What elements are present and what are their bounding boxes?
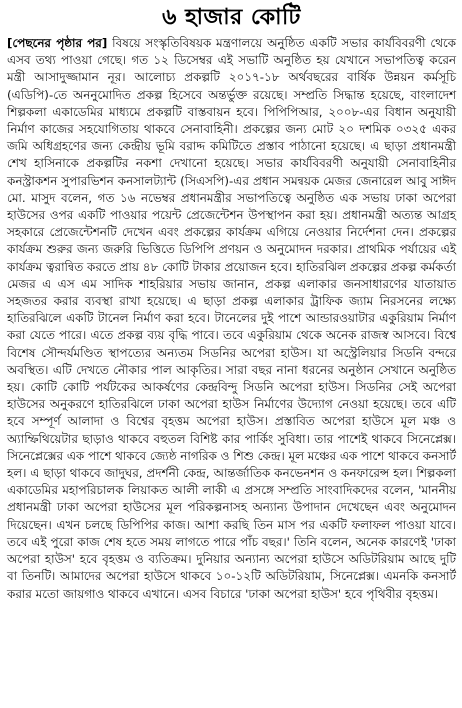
headline: ৬ হাজার কোটি <box>162 5 301 30</box>
continuation-label: [পেছনের পৃষ্ঠার পর] <box>7 36 108 50</box>
article-text: বিষয়ে সংস্কৃতিবিষয়ক মন্ত্রণালয়ে অনুষ্ঠিত একটি সভার কার্যবিবরণী থেকে এসব তথ্য পাওয়া গেছে। গত ১২ ডিসেম্বর এই সভাটি অনুষ্ঠিত হয় যেখানে সভাপতিত্ব করেন মন্ত্রী আসাদুজ্জামান নূর। আলোচ্য প্রকল্পটি ২০১৭-১৮ অর্থবছরের বার্ষিক উন্নয়ন কর্মসূচি (এডিপি)-তে অননুমোদিত প্রকল্প হিসেবে অন্তর্ভুক্ত রয়েছে। সম্প্রতি সিদ্ধান্ত হয়েছে, বাংলাদেশ শিল্পকলা একাডেমির মাধ্যমে প্রকল্পটি বাস্তবায়ন হবে। পিপিপিআর, ২০০৮-এর বিধান অনুযায়ী নির্মাণ কাজের সহযোগিতায় থাকবে সেনাবাহিনী। প্রকল্পের জন্য মোট ২০ দশমিক ০৩২৫ একর জমি অধিগ্রহণের জন্য কেন্দ্রীয় ভূমি বরাদ্দ কমিটিতে প্রস্তাব পাঠানো হয়েছে। এ ছাড়া প্রধানমন্ত্রী শেখ হাসিনাকে প্রকল্পটির নকশা দেখানো হয়েছে। সভার কার্যবিবরণী অনুযায়ী সেনাবাহিনীর কনস্ট্রাকশন সুপারভিশন কনসালট্যান্ট (সিএসপি)-এর প্রধান সমন্বয়ক মেজর জেনারেল আবু সাঈদ মো. মাসুদ বলেন, গত ১৬ নভেম্বর প্রধানমন্ত্রীর সভাপতিত্বে অনুষ্ঠিত এক সভায় ঢাকা অপেরা হাউসের ওপর একটি পাওয়ার পয়েন্ট প্রেজেন্টেশন উপস্থাপন করা হয়। প্রধানমন্ত্রী অত্যন্ত আগ্রহ সহকারে প্রেজেন্টেশনটি দেখেন এবং প্রকল্পের কার্যক্রম এগিয়ে নেওয়ার নির্দেশনা দেন। প্রকল্পের কার্যক্রম শুরুর জন্য জরুরি ভিত্তিতে ডিপিপি প্রণয়ন ও অনুমোদন দরকার। প্রাথমিক পর্যায়ের এই কার্যক্রম ত্বরান্বিত করতে প্রায় ৪৮ কোটি টাকার প্রয়োজন হবে। হাতিরঝিল প্রকল্পের প্রকল্প কর্মকর্তা মেজর এ এস এম সাদিক শাহরিয়ার সভায় জানান, প্রকল্প এলাকার জনসাধারণের যাতায়াত সহজতর করার ব্যবস্থা রাখা হয়েছে। এ ছাড়া প্রকল্প এলাকার ট্রাফিক জ্যাম নিরসনের লক্ষ্যে হাতিরঝিলে একটি টানেল নির্মাণ করা হবে। টানেলের দুই পাশে আন্ডারওয়াটার একুরিয়াম নির্মাণ করা যেতে পারে। এতে প্রকল্প ব্যয় বৃদ্ধি পাবে। তবে একুরিয়াম থেকে অনেক রাজস্ব আসবে। বিশ্বে বিশেষ সৌন্দর্যমণ্ডিত স্থাপত্যের অন্যতম সিডনির অপেরা হাউস। যা অস্ট্রেলিয়ার সিডনি বন্দরে অবস্থিত। এটি দেখতে নৌকার পাল আকৃতির। সারা বছর নানা ধরনের অনুষ্ঠান সেখানে অনুষ্ঠিত হয়। কোটি কোটি পর্যটকের আকর্ষণের কেন্দ্রবিন্দু সিডনি অপেরা হাউস। সিডনির সেই অপেরা হাউসের অনুকরণে হাতিরঝিলে ঢাকা অপেরা হাউস নির্মাণের উদ্যোগ নেওয়া হয়েছে। তবে এটি হবে সম্পূর্ণ আলাদা ও বিশ্বের বৃহত্তম অপেরা হাউস। প্রস্তাবিত অপেরা হাউসে মূল মঞ্চ ও অ্যাম্ফিথিয়েটার ছাড়াও থাকবে বহুতল বিশিষ্ট কার পার্কিং সুবিধা। তার পাশেই থাকবে সিনেপ্লেক্স। সিনেপ্লেক্সের এক পাশে থাকবে জ্যেষ্ঠ নাগরিক ও শিশু কেন্দ্র। মূল মঞ্চের এক পাশে থাকবে কনসার্ট হল। এ ছাড়া থাকবে জাদুঘর, প্রদর্শনী কেন্দ্র, আন্তর্জাতিক কনভেনশন ও কনফারেন্স হল। শিল্পকলা একাডেমির মহাপরিচালক লিয়াকত আলী লাকী এ প্রসঙ্গে সম্প্রতি সাংবাদিকদের বলেন, 'মাননীয় প্রধানমন্ত্রী ঢাকা অপেরা হাউসের মূল পরিকল্পনাসহ অন্যান্য উপাদান দেখেছেন এবং অনুমোদন দিয়েছেন। এখন চলছে ডিপিপির কাজ। আশা করছি তিন মাস পর একটি ফলাফল পাওয়া যাবে। তবে এই পুরো কাজ শেষ হতে সময় লাগতে পারে পাঁচ বছর।' তিনি বলেন, অনেক কারণেই 'ঢাকা অপেরা হাউস' হবে বৃহত্তম ও ব্যতিক্রম। দুনিয়ার অন্যান্য অপেরা হাউসে অডিটরিয়াম আছে দুটি বা তিনটি। আমাদের অপেরা হাউসে থাকবে ১০-১২টি অডিটরিয়াম, সিনেপ্লেক্স। এমনকি কনসার্ট করার মতো জায়গাও থাকবে এখানে। এসব বিচারে 'ঢাকা অপেরা হাউস' হবে পৃথিবীর বৃহত্তম। <box>7 36 456 601</box>
article-body <box>7 35 456 603</box>
